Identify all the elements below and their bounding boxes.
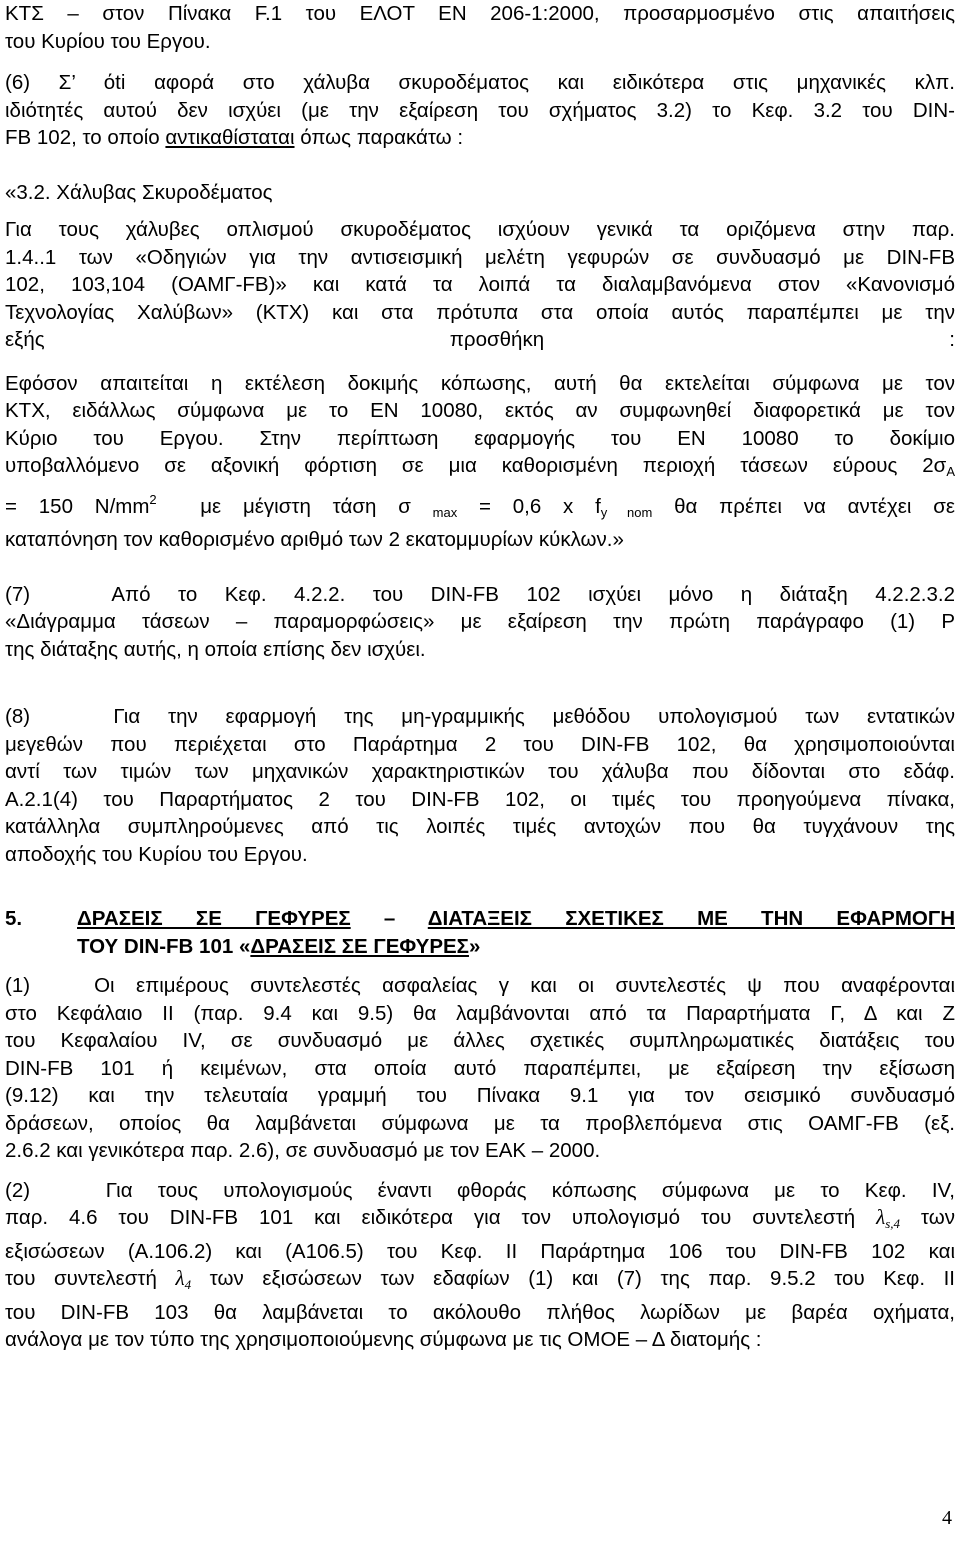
text-line: ΚΤΣ – στον Πίνακα F.1 του ΕΛΟΤ ΕΝ 206-1:2000, προσαρμοσμένο στις απαιτήσεις — [5, 2, 955, 25]
text-line: Εφόσον απαιτείται η εκτέλεση δοκιμής κόπωσης, αυτή θα εκτελείται σύμφωνα με τον — [5, 371, 955, 395]
text-line: του DIN-FB 103 θα λαμβάνεται το ακόλουθο πλήθος λωρίδων με βαρέα οχήματα, — [5, 1300, 955, 1324]
paragraph-6-line: (6) Σ’ όti αφορά στο χάλυβα σκυροδέματος και ειδικότερα στις μηχανικές κλπ. — [5, 71, 955, 94]
text-line: ιδιότητές αυτού δεν ισχύει (με την εξαίρεση του σχήματος 3.2) το Κεφ. 3.2 του DIN- — [5, 98, 955, 122]
text-span: των εξισώσεων των εδαφίων (1) και (7) της παρ. 9.5.2 του Κεφ. ΙΙ — [191, 1267, 956, 1290]
text-span: του συντελεστή — [5, 1267, 176, 1290]
subscript: A — [946, 464, 955, 479]
text-line: DIN-FB 101 ή κειμένων, στα οποία αυτό παραπέμπει, με εξαίρεση την εξίσωση — [5, 1056, 955, 1080]
text-line: εξής προσθήκη : — [5, 328, 955, 351]
text-line: αντί των τιμών των μηχανικών χαρακτηριστικών του χάλυβα που δίδονται στο εδάφ. — [5, 760, 955, 783]
paragraph-8-line: (8) Για την εφαρμογή της μη-γραμμικής μεθόδου υπολογισμού των εντατικών — [5, 705, 955, 728]
text-line: Α.2.1(4) του Παραρτήματος 2 του DIN-FB 102, οι τιμές του προηγούμενα πίνακα, — [5, 787, 955, 811]
heading-line — [77, 933, 955, 961]
text-line — [5, 486, 955, 527]
heading-span: » — [468, 934, 481, 958]
text-span: FB 102, το οποίο — [5, 126, 166, 149]
section-title — [77, 905, 955, 960]
text-span: όπως παρακάτω : — [294, 126, 464, 149]
lambda-symbol: λ — [876, 1205, 886, 1229]
text-span: = 0,6 x f — [457, 494, 601, 518]
underlined-word: αντικαθίσταται — [165, 126, 295, 149]
document-page — [5, 0, 955, 1354]
heading-underlined: ΔΡΑΣΕΙΣ ΣΕ ΓΕΦΥΡΕΣ — [250, 934, 469, 958]
subscript: max — [432, 504, 458, 520]
text-line: Για τους χάλυβες οπλισμού σκυροδέματος ισχύουν γενικά τα οριζόμενα στην παρ. — [5, 218, 955, 241]
subscript: s,4 — [885, 1216, 900, 1231]
heading-underlined: ΔΡΑΣΕΙΣ ΣΕ ΓΕΦΥΡΕΣ — [77, 907, 351, 930]
section-5-heading — [5, 905, 955, 960]
lambda-symbol: λ — [175, 1266, 185, 1290]
heading-line — [77, 905, 955, 933]
text-line: 2.6.2 και γενικότερα παρ. 2.6), σε συνδυασμό με τον ΕΑΚ – 2000. — [5, 1139, 601, 1162]
text-line: του Κεφαλαίου ΙV, σε συνδυασμό με άλλες σχετικές συμπληρωματικές διατάξεις του — [5, 1029, 955, 1052]
text-line: Τεχνολογίας Χαλύβων» (ΚΤΧ) και στα πρότυπα στα οποία αυτός παραπέμπει με την — [5, 300, 955, 324]
text-line — [5, 1265, 955, 1299]
text-span: υποβαλλόμενο σε αξονική φόρτιση σε μια καθορισμένη περιοχή τάσεων εύρους 2σ — [5, 454, 947, 477]
subscript: 4 — [184, 1277, 192, 1292]
text-line: (9.12) και την τελευταία γραμμή του Πίνακα 9.1 για τον σεισμικό συνδυασμό — [5, 1084, 955, 1107]
text-line: δράσεων, οποίος θα λαμβάνεται σύμφωνα με τα προβλεπόμενα στις ΟΑΜΓ-FB (εξ. — [5, 1111, 955, 1135]
text-line — [5, 1204, 955, 1238]
text-line: καταπόνηση τον καθορισμένο αριθμό των 2 εκατομμυρίων κύκλων.» — [5, 528, 624, 551]
text-line: μεγεθών που περιέχεται στο Παράρτημα 2 του DIN-FB 102, θα χρησιμοποιούνται — [5, 732, 955, 756]
text-line: κατάλληλα συμπληρούμενες από τις λοιπές τιμές αντοχών που θα τυγχάνουν της — [5, 815, 955, 838]
heading-span: ΤΟΥ DIN-FB 101 « — [77, 934, 251, 958]
text-line: 1.4..1 των «Οδηγιών για την αντισεισμική μελέτη γεφυρών σε συνδυασμό με DIN-FB — [5, 245, 955, 269]
heading-span: – — [350, 907, 428, 930]
text-span: των — [900, 1206, 955, 1229]
text-line: της διάταξης αυτής, η οποία επίσης δεν ισχύει. — [5, 637, 426, 661]
section-subtitle: «3.2. Χάλυβας Σκυροδέματος — [5, 180, 273, 204]
text-line: αποδοχής του Κυρίου του Εργου. — [5, 842, 308, 866]
superscript: 2 — [149, 491, 157, 507]
text-line — [5, 452, 955, 486]
section-number: 5. — [5, 907, 23, 930]
text-line — [5, 124, 955, 152]
heading-underlined: ΔΙΑΤΑΞΕΙΣ ΣΧΕΤΙΚΕΣ ΜΕ ΤΗΝ ΕΦΑΡΜΟΓΗ — [427, 907, 955, 930]
text-span: με μέγιστη τάση σ — [156, 494, 433, 518]
text-span: παρ. 4.6 του DIN-FB 101 και ειδικότερα για τον υπολογισμό του συντελεστή — [5, 1206, 877, 1229]
text-line: του Κυρίου του Εργου. — [5, 29, 211, 53]
text-line: εξισώσεων (Α.106.2) και (Α106.5) του Κεφ. ΙΙ Παράρτημα 106 του DIN-FB 102 και — [5, 1239, 955, 1263]
text-span: = 150 N/mm — [5, 494, 150, 518]
paragraph-1-line: (1) Οι επιμέρους συντελεστές ασφαλείας γ και οι συντελεστές ψ που αναφέρονται — [5, 974, 955, 997]
text-span: θα πρέπει να αντέχει σε — [652, 494, 955, 518]
paragraph-7-line: (7) Από το Κεφ. 4.2.2. του DIN-FB 102 ισχύει μόνο η διάταξη 4.2.2.3.2 — [5, 582, 955, 606]
text-line: Κύριο του Εργου. Στην περίπτωση εφαρμογής του ΕΝ 10080 το δοκίμιο — [5, 426, 955, 450]
text-line: «Διάγραμμα τάσεων – παραμορφώσεις» με εξαίρεση την πρώτη παράγραφο (1) Ρ — [5, 610, 955, 633]
text-line: 102, 103,104 (ΟΑΜΓ-FB)» και κατά τα λοιπά τα διαλαμβανόμενα στον «Κανονισμό — [5, 273, 955, 296]
subscript: y nom — [600, 504, 653, 520]
text-line: στο Κεφάλαιο ΙΙ (παρ. 9.4 και 9.5) θα λαμβάνονται από τα Παραρτήματα Γ, Δ και Ζ — [5, 1001, 955, 1025]
text-line: ΚΤΧ, ειδάλλως σύμφωνα με το ΕΝ 10080, εκτός αν συμφωνηθεί διαφορετικά με τον — [5, 399, 955, 422]
page-number: 4 — [942, 1507, 952, 1529]
text-line: ανάλογα με τον τύπο της χρησιμοποιούμενης σύμφωνα με τις ΟΜΟΕ – Δ διατομής : — [5, 1328, 762, 1351]
paragraph-2-line: (2) Για τους υπολογισμούς έναντι φθοράς κόπωσης σύμφωνα με το Κεφ. ΙV, — [5, 1178, 955, 1202]
